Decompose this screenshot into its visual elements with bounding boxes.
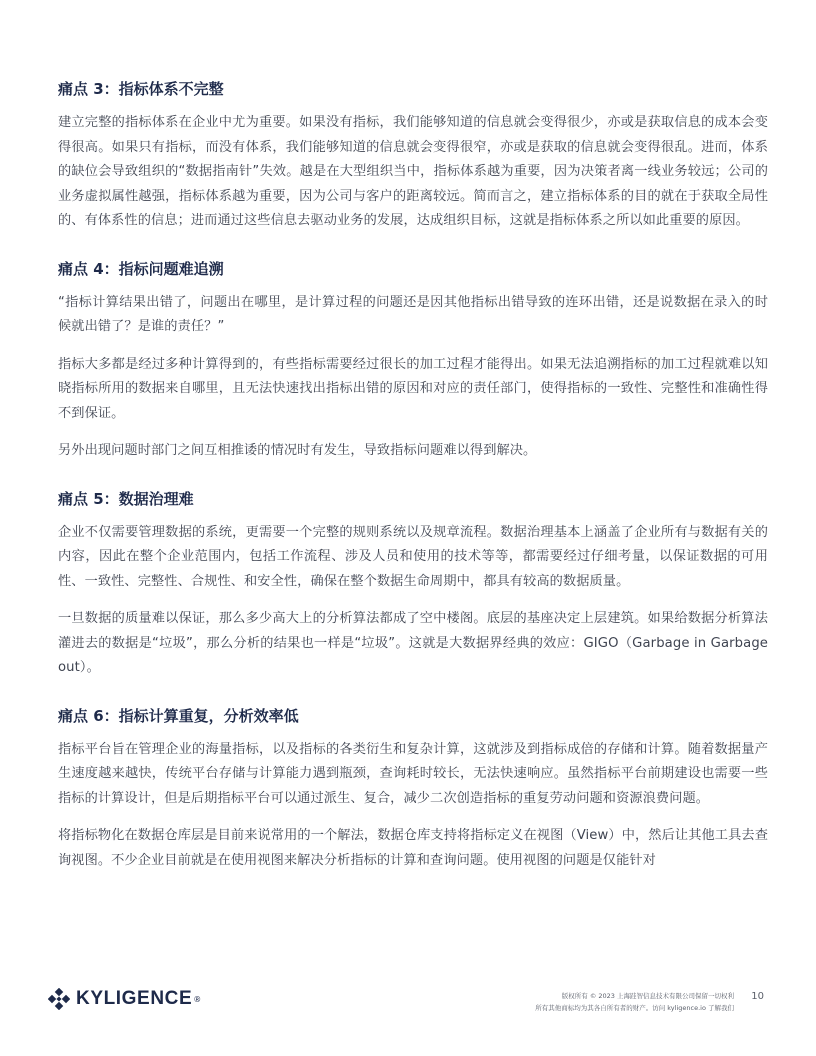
kyligence-diamond-icon — [48, 988, 70, 1010]
paragraph: 将指标物化在数据仓库层是目前来说常用的一个解法，数据仓库支持将指标定义在视图（View）中，然后让其他工具去查询视图。不少企业目前就是在使用视图来解决分析指标的计算和查询问题。使用视图的问题是仅能针对 — [58, 828, 768, 868]
paragraph: 另外出现问题时部门之间互相推诿的情况时有发生，导致指标问题难以得到解决。 — [58, 443, 537, 458]
section-pain-point-6 — [58, 705, 768, 874]
logo-text: KYLIGENCE — [76, 988, 193, 1009]
section-heading: 痛点 3：指标体系不完整 — [58, 80, 224, 98]
paragraph: 建立完整的指标体系在企业中尤为重要。如果没有指标，我们能够知道的信息就会变得很少，亦或是获取信息的成本会变得很高。如果只有指标，而没有体系，我们能够知道的信息就会变得很窄，亦或是获取的信息就会变得很乱。进而，体系的缺位会导致组织的“数据指南针”失效。越是在大型组织当中，指标体系越为重要，因为决策者离一线业务较远；公司的业务虚拟属性越强，指标体系越为重要，因为公司与客户的距离较远。简而言之，建立指标体系的目的就在于获取全局性的、有体系性的信息；进而通过这些信息去驱动业务的发展，达成组织目标，这就是指标体系之所以如此重要的原因。 — [58, 115, 768, 228]
copyright-line: 所有其他商标均为其各自所有者的财产。访问 kyligence.io 了解我们 — [535, 1004, 734, 1012]
paragraph: 企业不仅需要管理数据的系统，更需要一个完整的规则系统以及规章流程。数据治理基本上涵盖了企业所有与数据有关的内容，因此在整个企业范围内，包括工作流程、涉及人员和使用的技术等等，都需要经过仔细考量，以保证数据的可用性、一致性、完整性、合规性、和安全性，确保在整个数据生命周期中，都具有较高的数据质量。 — [58, 524, 768, 589]
kyligence-logo — [48, 986, 201, 1012]
section-heading: 痛点 6：指标计算重复，分析效率低 — [58, 706, 299, 725]
document-body — [58, 78, 768, 891]
registered-mark: ® — [193, 994, 202, 1004]
section-heading: 痛点 4：指标问题难追溯 — [58, 259, 224, 278]
paragraph: 一旦数据的质量难以保证，那么多少高大上的分析算法都成了空中楼阁。底层的基座决定上层建筑。如果给数据分析算法灌进去的数据是“垃圾”，那么分析的结果也一样是“垃圾”。这就是大数据界经典的效应：GIGO（Garbage in Garbage out）。 — [58, 611, 768, 675]
copyright-notice — [535, 990, 734, 1014]
paragraph: “指标计算结果出错了，问题出在哪里，是计算过程的问题还是因其他指标出错导致的连环出错，还是说数据在录入的时候就出错了？是谁的责任？” — [58, 294, 768, 334]
section-pain-point-3 — [58, 78, 768, 234]
paragraph: 指标平台旨在管理企业的海量指标，以及指标的各类衍生和复杂计算，这就涉及到指标成倍的存储和计算。随着数据量产生速度越来越快，传统平台存储与计算能力遇到瓶颈，查询耗时较长，无法快速响应。虽然指标平台前期建设也需要一些指标的计算设计，但是后期指标平台可以通过派生、复合，减少二次创造指标的重复劳动问题和资源浪费问题。 — [58, 741, 768, 806]
paragraph: 指标大多都是经过多种计算得到的，有些指标需要经过很长的加工过程才能得出。如果无法追溯指标的加工过程就难以知晓指标所用的数据来自哪里，且无法快速找出指标出错的原因和对应的责任部门，使得指标的一致性、完整性和准确性得不到保证。 — [58, 356, 768, 421]
page-number: 10 — [751, 991, 764, 1002]
section-pain-point-5 — [58, 488, 768, 681]
section-heading: 痛点 5：数据治理难 — [58, 489, 194, 508]
page-footer — [0, 982, 816, 1022]
copyright-line: 版权所有 © 2023 上海跬智信息技术有限公司保留一切权利 — [561, 992, 734, 1000]
section-pain-point-4 — [58, 258, 768, 464]
